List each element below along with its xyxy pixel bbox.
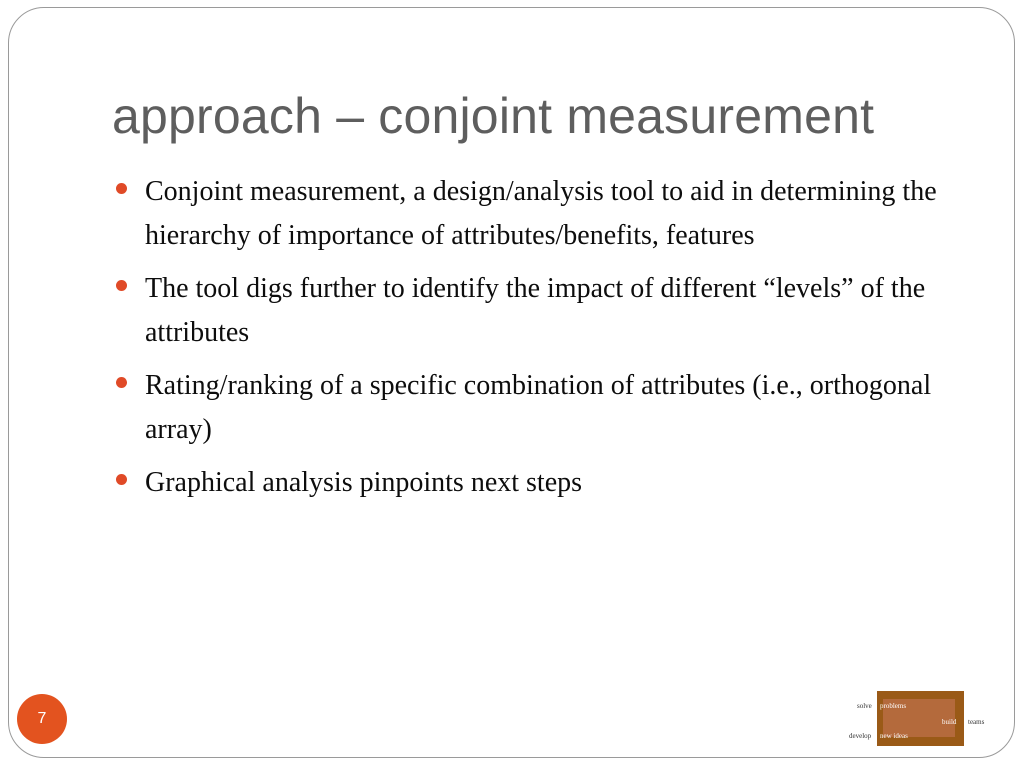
bullet-marker-icon <box>116 183 127 194</box>
bullet-text: Graphical analysis pinpoints next steps <box>145 467 583 498</box>
bullet-item <box>116 364 946 452</box>
bullet-marker-icon <box>116 377 127 388</box>
logo-word-teams: teams <box>968 718 985 726</box>
logo-word-build: build <box>942 718 957 726</box>
slide-number-badge <box>17 694 67 744</box>
bullet-marker-icon <box>116 474 127 485</box>
bullet-text: Rating/ranking of a specific combination of attributes (i.e., orthogonal array) <box>145 370 932 445</box>
slide-title: approach – conjoint measurement <box>112 88 875 144</box>
bullet-marker-icon <box>116 280 127 291</box>
slide-number: 7 <box>37 710 47 727</box>
bullet-text: The tool digs further to identify the impact of different “levels” of the attributes <box>145 273 926 348</box>
logo <box>846 690 992 748</box>
logo-word-problems: problems <box>880 702 907 710</box>
logo-word-solve: solve <box>857 702 872 710</box>
bullet-item <box>116 170 946 258</box>
bullet-text: Conjoint measurement, a design/analysis tool to aid in determining the hierarchy of importance of attributes/benefits, features <box>145 176 937 251</box>
logo-word-new-ideas: new ideas <box>880 732 908 740</box>
bullet-list <box>116 170 946 514</box>
bullet-item <box>116 461 946 505</box>
bullet-item <box>116 267 946 355</box>
logo-word-develop: develop <box>849 732 872 740</box>
